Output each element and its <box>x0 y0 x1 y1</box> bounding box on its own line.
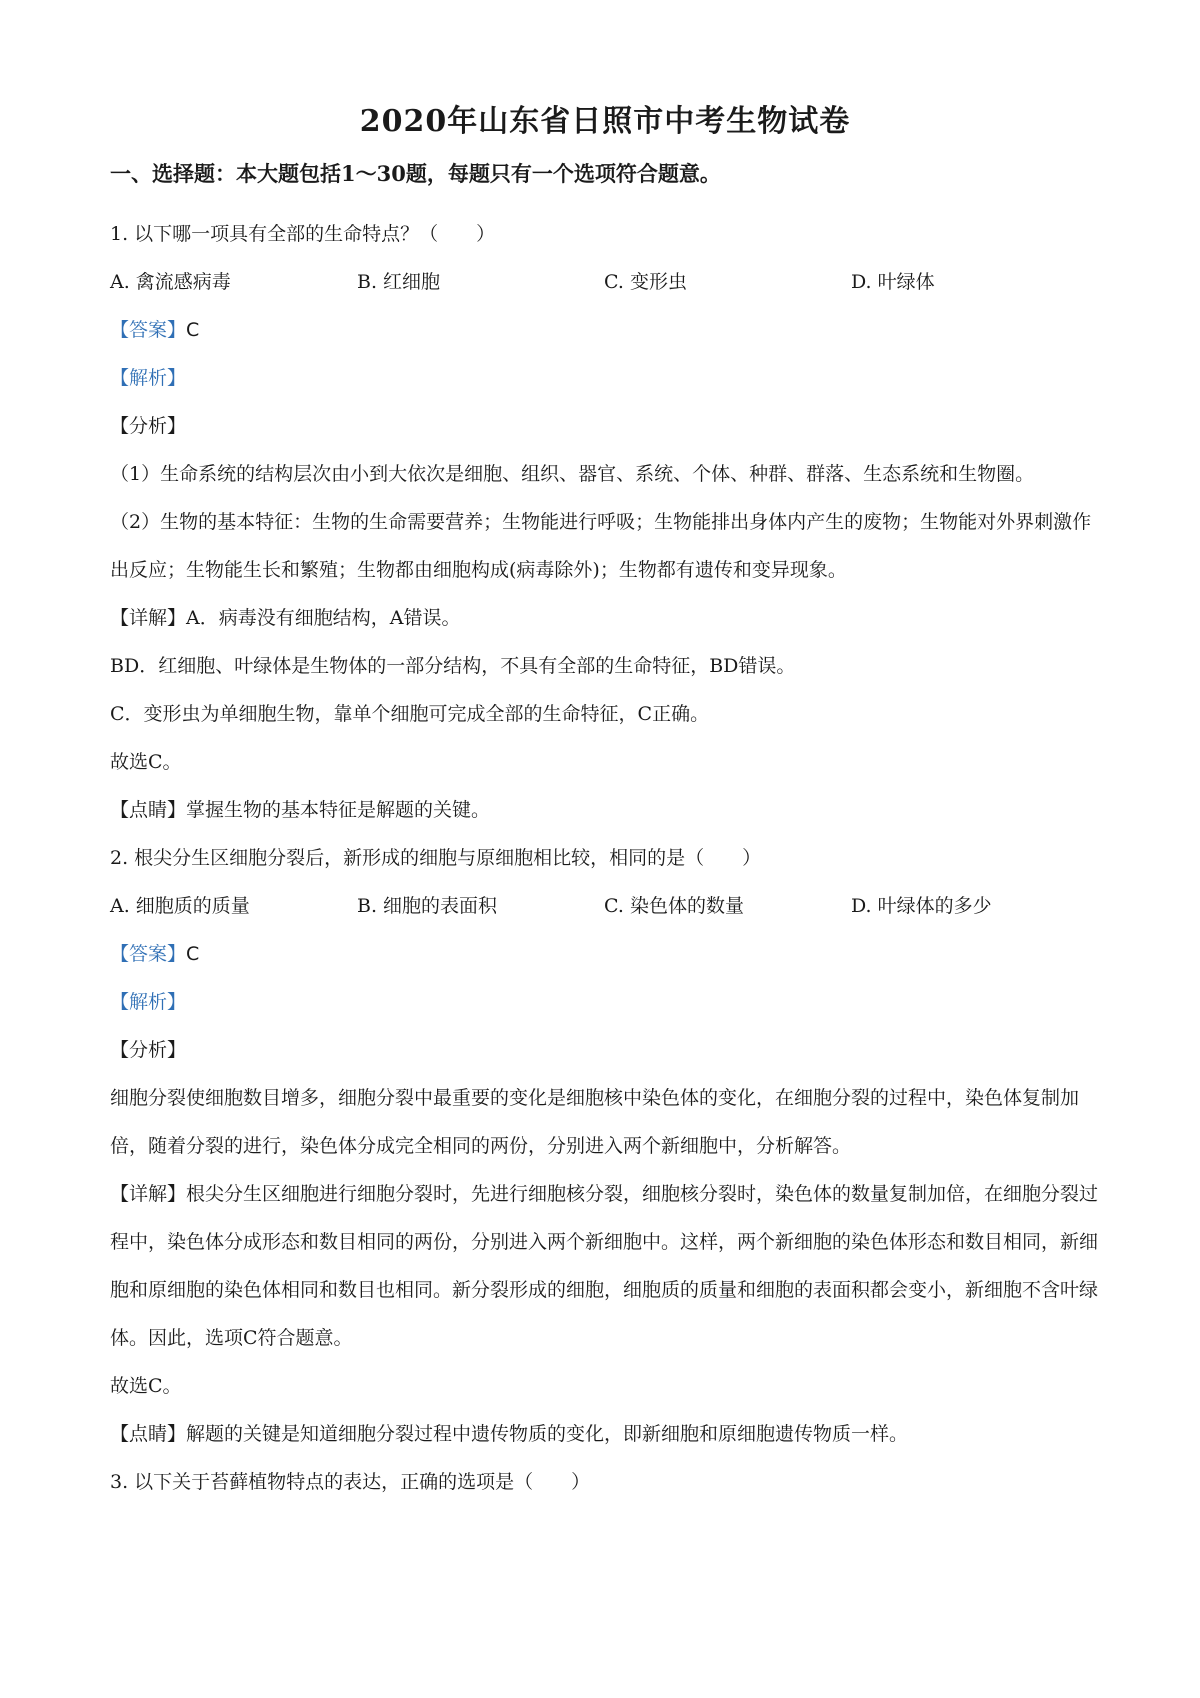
q1-answer <box>110 306 1100 354</box>
q1-fenxi-2: （2）生物的基本特征：生物的生命需要营养；生物能进行呼吸；生物能排出身体内产生的废物；生物能对外界刺激作出反应；生物能生长和繁殖；生物都由细胞构成(病毒除外)；生物都有遗传和变异现象。 <box>110 511 1092 581</box>
q1-analysis-tag[interactable]: 【解析】 <box>110 367 187 389</box>
q1-detail-1: 【详解】A．病毒没有细胞结构，A错误。 <box>110 607 461 629</box>
q1-option-a: A. 禽流感病毒 <box>110 271 231 293</box>
q2-comment: 【点睛】解题的关键是知道细胞分裂过程中遗传物质的变化，即新细胞和原细胞遗传物质一样。 <box>110 1423 909 1445</box>
q1-choose: 故选C。 <box>110 751 182 773</box>
q1-option-d: D. 叶绿体 <box>851 271 935 293</box>
q2-fenxi-tag: 【分析】 <box>110 1039 187 1061</box>
section-heading: 一、选择题：本大题包括1～30题，每题只有一个选项符合题意。 <box>110 161 721 186</box>
q2-answer <box>110 930 1100 978</box>
q2-option-b: B. 细胞的表面积 <box>357 895 498 917</box>
q2-option-a: A. 细胞质的质量 <box>110 895 250 917</box>
q2-answer-value: C <box>186 943 200 965</box>
q2-fenxi: 细胞分裂使细胞数目增多，细胞分裂中最重要的变化是细胞核中染色体的变化，在细胞分裂的过程中，染色体复制加倍，随着分裂的进行，染色体分成完全相同的两份，分别进入两个新细胞中，分析解答。 <box>110 1087 1080 1157</box>
q1-detail-3: C．变形虫为单细胞生物，靠单个细胞可完成全部的生命特征，C正确。 <box>110 703 710 725</box>
q1-fenxi-tag: 【分析】 <box>110 415 187 437</box>
q1-option-b: B. 红细胞 <box>357 271 441 293</box>
q2-option-d: D. 叶绿体的多少 <box>851 895 992 917</box>
q1-answer-tag[interactable]: 【答案】 <box>110 319 187 341</box>
q1-detail-2: BD．红细胞、叶绿体是生物体的一部分结构，不具有全部的生命特征，BD错误。 <box>110 655 796 677</box>
q1-option-c: C. 变形虫 <box>604 271 687 293</box>
q1-options <box>110 258 1100 306</box>
q2-choose: 故选C。 <box>110 1375 182 1397</box>
q1-comment: 【点睛】掌握生物的基本特征是解题的关键。 <box>110 799 491 821</box>
q2-option-c: C. 染色体的数量 <box>604 895 744 917</box>
q2-options <box>110 882 1100 930</box>
page-title: 2020年山东省日照市中考生物试卷 <box>359 104 851 139</box>
q2-analysis-tag[interactable]: 【解析】 <box>110 991 187 1013</box>
q2-answer-tag[interactable]: 【答案】 <box>110 943 187 965</box>
q1-stem: 1. 以下哪一项具有全部的生命特点？（ ） <box>110 223 496 245</box>
q1-fenxi-1: （1）生命系统的结构层次由小到大依次是细胞、组织、器官、系统、个体、种群、群落、生态系统和生物圈。 <box>110 463 1035 485</box>
q3-stem: 3. 以下关于苔藓植物特点的表达，正确的选项是（ ） <box>110 1471 591 1493</box>
q2-stem: 2. 根尖分生区细胞分裂后，新形成的细胞与原细胞相比较，相同的是（ ） <box>110 847 762 869</box>
q1-answer-value: C <box>186 319 200 341</box>
q2-detail: 【详解】根尖分生区细胞进行细胞分裂时，先进行细胞核分裂，细胞核分裂时，染色体的数量复制加倍，在细胞分裂过程中，染色体分成形态和数目相同的两份，分别进入两个新细胞中。这样，两个新细胞的染色体形态和数目相同，新细胞和原细胞的染色体相同和数目也相同。新分裂形成的细胞，细胞质的质量和细胞的表面积都会变小，新细胞不含叶绿体。因此，选项C符合题意。 <box>110 1183 1099 1349</box>
